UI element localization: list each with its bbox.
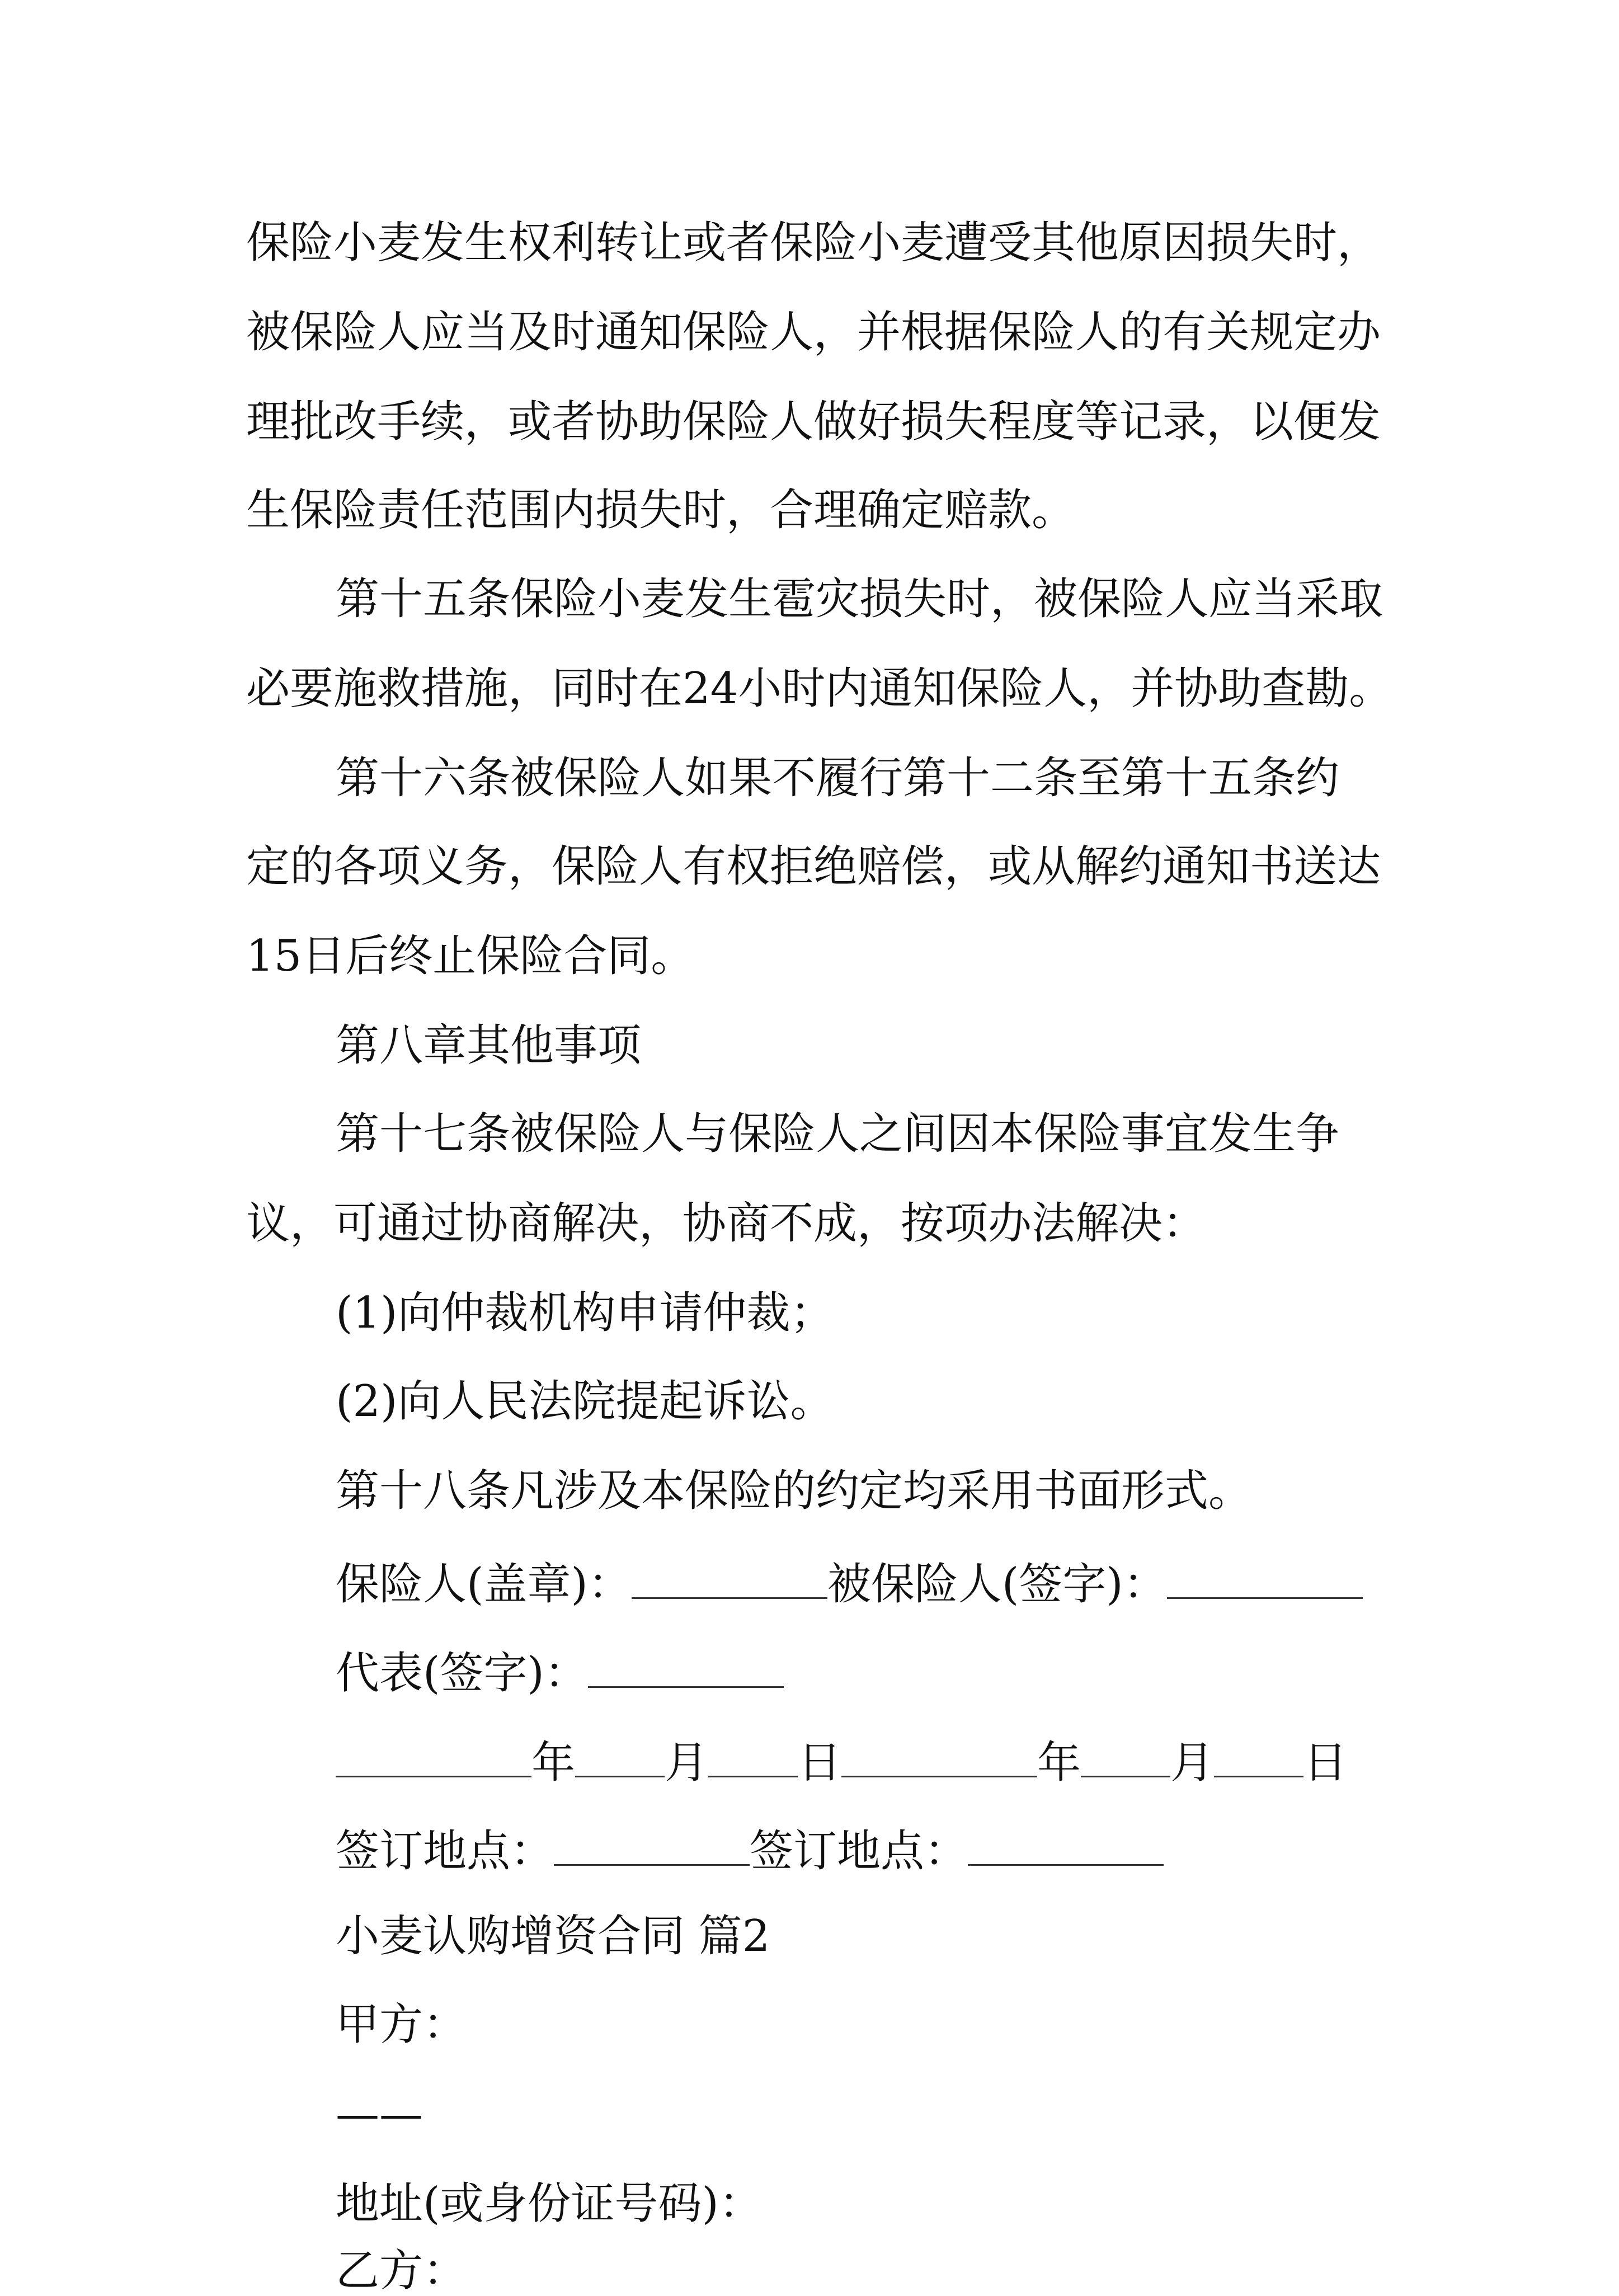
article-18-line: 第十八条凡涉及本保险的约定均采用书面形式。: [336, 1466, 1253, 1516]
date-year-unit: 年: [1037, 1738, 1081, 1788]
list-item: (1)向仲裁机构申请仲裁；: [336, 1288, 834, 1338]
representative-sign-blank: [588, 1647, 784, 1688]
party-b-label: 乙方：: [336, 2246, 467, 2296]
insurer-seal-blank: [632, 1558, 827, 1599]
date-month-blank: [575, 1737, 665, 1777]
date-day-unit: 日: [1303, 1738, 1348, 1788]
representative-sign-label: 代表(签字)：: [336, 1648, 588, 1699]
body-text-line: 理批改手续，或者协助保险人做好损失程度等记录，以便发: [246, 397, 1381, 447]
date-day-blank: [1214, 1737, 1303, 1777]
list-item: (2)向人民法院提起诉讼。: [336, 1376, 834, 1427]
sign-place-blank: [968, 1825, 1164, 1866]
date-year-unit: 年: [531, 1738, 576, 1788]
signature-row-dates: [336, 1737, 1348, 1788]
signature-row-parties: [336, 1558, 1363, 1610]
article-17-line: 第十七条被保险人与保险人之间因本保险事宜发生争: [336, 1109, 1340, 1159]
chapter-heading: 第八章其他事项: [336, 1020, 642, 1071]
date-month-blank: [1081, 1737, 1170, 1777]
insured-sign-label: 被保险人(签字)：: [827, 1559, 1167, 1610]
article-16-line: 15日后终止保险合同。: [246, 931, 695, 981]
date-day-blank: [708, 1737, 798, 1777]
signature-row-place: [336, 1825, 1164, 1876]
article-16-line: 定的各项义务，保险人有权拒绝赔偿，或从解约通知书送达: [246, 841, 1381, 892]
date-year-blank: [336, 1737, 531, 1777]
sign-place-label: 签订地点：: [336, 1826, 554, 1876]
date-month-unit: 月: [1170, 1738, 1215, 1788]
contract-title: 小麦认购增资合同 篇2: [336, 1911, 770, 1961]
sign-place-blank: [554, 1825, 750, 1866]
body-text-line: 被保险人应当及时通知保险人，并根据保险人的有关规定办: [246, 307, 1381, 357]
date-day-unit: 日: [798, 1738, 842, 1788]
article-17-line: 议，可通过协商解决，协商不成，按项办法解决：: [246, 1198, 1207, 1249]
article-16-line: 第十六条被保险人如果不履行第十二条至第十五条约: [336, 753, 1340, 803]
body-text-line: 保险小麦发生权利转让或者保险小麦遭受其他原因损失时，: [246, 218, 1381, 268]
insured-sign-blank: [1167, 1558, 1363, 1599]
body-text-line: 生保险责任范围内损失时，合理确定赔款。: [246, 485, 1076, 535]
date-year-blank: [841, 1737, 1037, 1777]
address-label: 地址(或身份证号码)：: [336, 2179, 763, 2229]
signature-row-representative: [336, 1647, 784, 1699]
article-15-line: 必要施救措施，同时在24小时内通知保险人，并协助查勘。: [246, 664, 1393, 714]
party-a-dash: ——: [336, 2089, 423, 2139]
party-a-label: 甲方：: [336, 1999, 467, 2050]
sign-place-label: 签订地点：: [750, 1826, 968, 1876]
date-month-unit: 月: [665, 1738, 709, 1788]
article-15-line: 第十五条保险小麦发生雹灾损失时，被保险人应当采取: [336, 574, 1383, 624]
insurer-seal-label: 保险人(盖章)：: [336, 1559, 632, 1610]
